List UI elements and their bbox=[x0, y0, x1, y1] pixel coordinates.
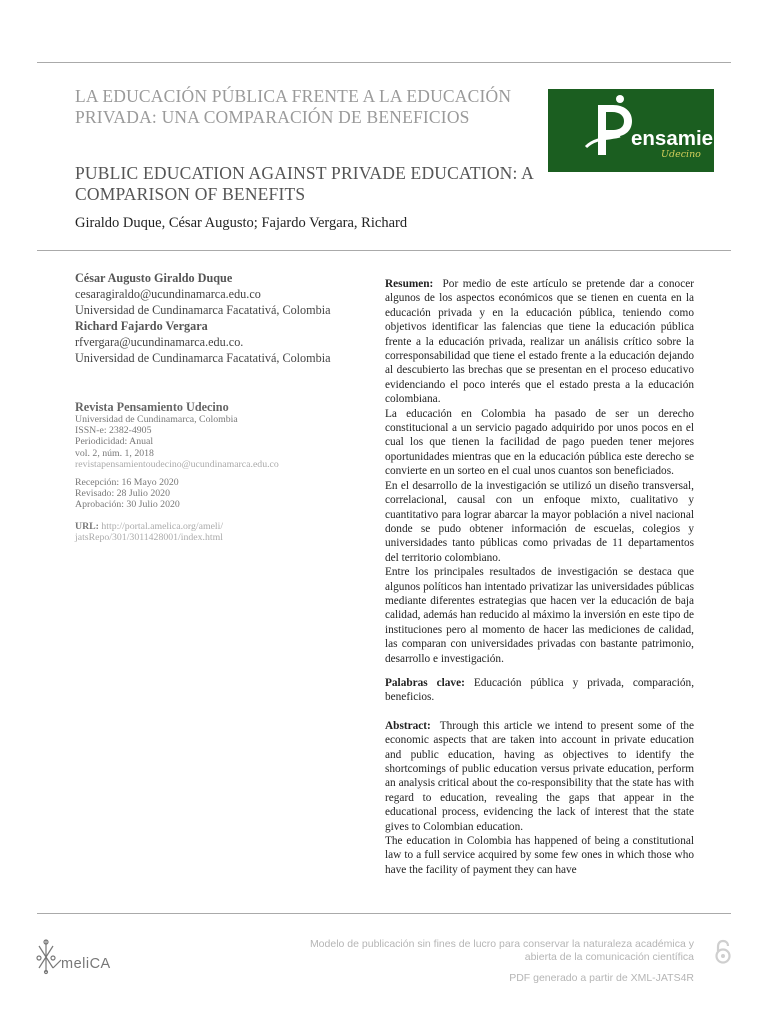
footer-notice bbox=[310, 938, 694, 963]
journal-volume: vol. 2, núm. 1, 2018 bbox=[75, 447, 154, 459]
amelica-logo-icon bbox=[37, 938, 137, 974]
journal-title: Revista Pensamiento Udecino bbox=[75, 400, 229, 414]
open-access-icon bbox=[712, 940, 734, 969]
affiliations-block bbox=[75, 270, 375, 366]
abstract-column bbox=[385, 277, 694, 877]
footer-notice-line1: Modelo de publicación sin fines de lucro para conservar la naturaleza académica y bbox=[309, 938, 694, 950]
url-link-line2[interactable]: jatsRepo/301/3011428001/index.html bbox=[75, 532, 223, 544]
resumen-paragraph-3: En el desarrollo de la investigación se utilizó un diseño transversal, correlacional, causal con un enfoque mixto, cualitativo y cuantitativo para lograr abarcar la mayor población a nivel nacional donde se pudo obtener información de escuelas, colegios y universidades tanto públicas como privadas de 11 departamentos del territorio colombiano. bbox=[385, 479, 694, 564]
abstract-paragraph-2: The education in Colombia has happened of being a constitutional law to a full service acquired by some few ones in which those who have the facility of payment they can have bbox=[385, 835, 694, 876]
resumen-text-1: Por medio de este artículo se pretende dar a conocer algunos de los aspectos económicos que se tienen en cuenta en la educación privada y en la educación pública, teniendo como objetivos identificar las falencias que tiene la educación pública frente a la educación privada, realizar un análisis crítico sobre la corresponsabilidad que tiene el estado frente a la educación dejando al descubierto las brechas que se presentan en el proceso educativo evidenciando el poco interés que el estado presta a la educación colombiana. bbox=[385, 278, 694, 406]
top-rule bbox=[37, 62, 731, 63]
journal-publisher: Universidad de Cundinamarca, Colombia bbox=[75, 414, 238, 425]
keywords-text: Educación pública y privada, comparación, beneficios. bbox=[385, 676, 695, 704]
footer-notice-line2: abierta de la comunicación científica bbox=[524, 950, 694, 963]
url-label: URL: bbox=[75, 521, 99, 532]
footer-rule bbox=[37, 913, 731, 914]
date-approved: Aprobación: 30 Julio 2020 bbox=[75, 499, 180, 511]
abstract-text-1: Through this article we intend to present some of the economic aspects that are taken into account in private education and public education, having as objectives to identify the shortcomings of public education versus private education, perform an analysis critical about the co-responsibility that the state has with regard to education, revealing the gaps that appear in the educational process, evidencing the lack of interest that the state gives to Colombian education. bbox=[385, 719, 694, 833]
author-2-email: rfvergara@ucundinamarca.edu.co. bbox=[75, 335, 244, 349]
date-received: Recepción: 16 Mayo 2020 bbox=[75, 477, 179, 488]
author-1-name: César Augusto Giraldo Duque bbox=[75, 271, 233, 285]
journal-email: revistapensamientoudecino@ucundinamarca.edu.co bbox=[75, 458, 279, 470]
date-revised: Revisado: 28 Julio 2020 bbox=[75, 488, 170, 500]
journal-block bbox=[75, 401, 375, 470]
author-1-email: cesaragiraldo@ucundinamarca.edu.co bbox=[75, 287, 261, 301]
amelica-brand-text: meliCA bbox=[61, 956, 111, 972]
logo-subtext: Udecino bbox=[661, 149, 701, 160]
journal-logo bbox=[548, 89, 745, 172]
url-link-line1[interactable]: http://portal.amelica.org/ameli/ bbox=[98, 521, 224, 532]
amelica-logo bbox=[37, 938, 137, 979]
title-spanish: LA EDUCACIÓN PÚBLICA FRENTE A LA EDUCACIÓN PRIVADA: UNA COMPARACIÓN DE BENEFICIOS bbox=[75, 86, 512, 127]
abstract-label: Abstract: bbox=[385, 719, 431, 732]
author-1-institution: Universidad de Cundinamarca Facatativá, Colombia bbox=[75, 303, 331, 317]
title-english: PUBLIC EDUCATION AGAINST PRIVADE EDUCATION: A COMPARISON OF BENEFITS bbox=[75, 163, 534, 204]
authors-line: Giraldo Duque, César Augusto; Fajardo Vergara, Richard bbox=[75, 215, 408, 231]
footer-generated: PDF generado a partir de XML-JATS4R bbox=[509, 972, 694, 984]
journal-periodicity: Periodicidad: Anual bbox=[75, 436, 154, 448]
dates-block bbox=[75, 477, 375, 511]
author-2-institution: Universidad de Cundinamarca Facatativá, Colombia bbox=[75, 351, 331, 365]
keywords-label: Palabras clave: bbox=[385, 676, 465, 689]
resumen-paragraph-1 bbox=[385, 277, 694, 407]
logo-text: ensamiento bbox=[631, 127, 745, 150]
pensamiento-logo-graphic bbox=[548, 89, 745, 172]
open-access-glyph bbox=[712, 940, 734, 964]
resumen-label: Resumen: bbox=[385, 278, 434, 290]
resumen-paragraph-4: Entre los principales resultados de investigación se destaca que algunos políticos han intentado privatizar las universidades públicas mediante diferentes estrategias que hacen ver la educación de baja calidad, además han reducido al máximo la inversión en este tipo de instituciones pero al momento de hacer las mediciones de calidad, las comparan con universidades privadas con bastante patrimonio, desarrollo e investigación. bbox=[385, 566, 694, 665]
keywords-paragraph bbox=[385, 676, 694, 705]
author-2-name: Richard Fajardo Vergara bbox=[75, 319, 208, 333]
header-rule bbox=[37, 250, 731, 251]
abstract-paragraph-1 bbox=[385, 719, 694, 834]
url-block bbox=[75, 521, 375, 543]
resumen-paragraph-2: La educación en Colombia ha pasado de ser un derecho constitucional a un servicio pagado adquirido por unos pocos en el cual los que tienen la facilidad de pago pueden tener mejores oportunidades mientras que en la educación pública este derecho se convierte en un sorteo en el cual unos cuantos son beneficiados. bbox=[385, 407, 694, 478]
journal-issn: ISSN-e: 2382-4905 bbox=[75, 425, 152, 437]
